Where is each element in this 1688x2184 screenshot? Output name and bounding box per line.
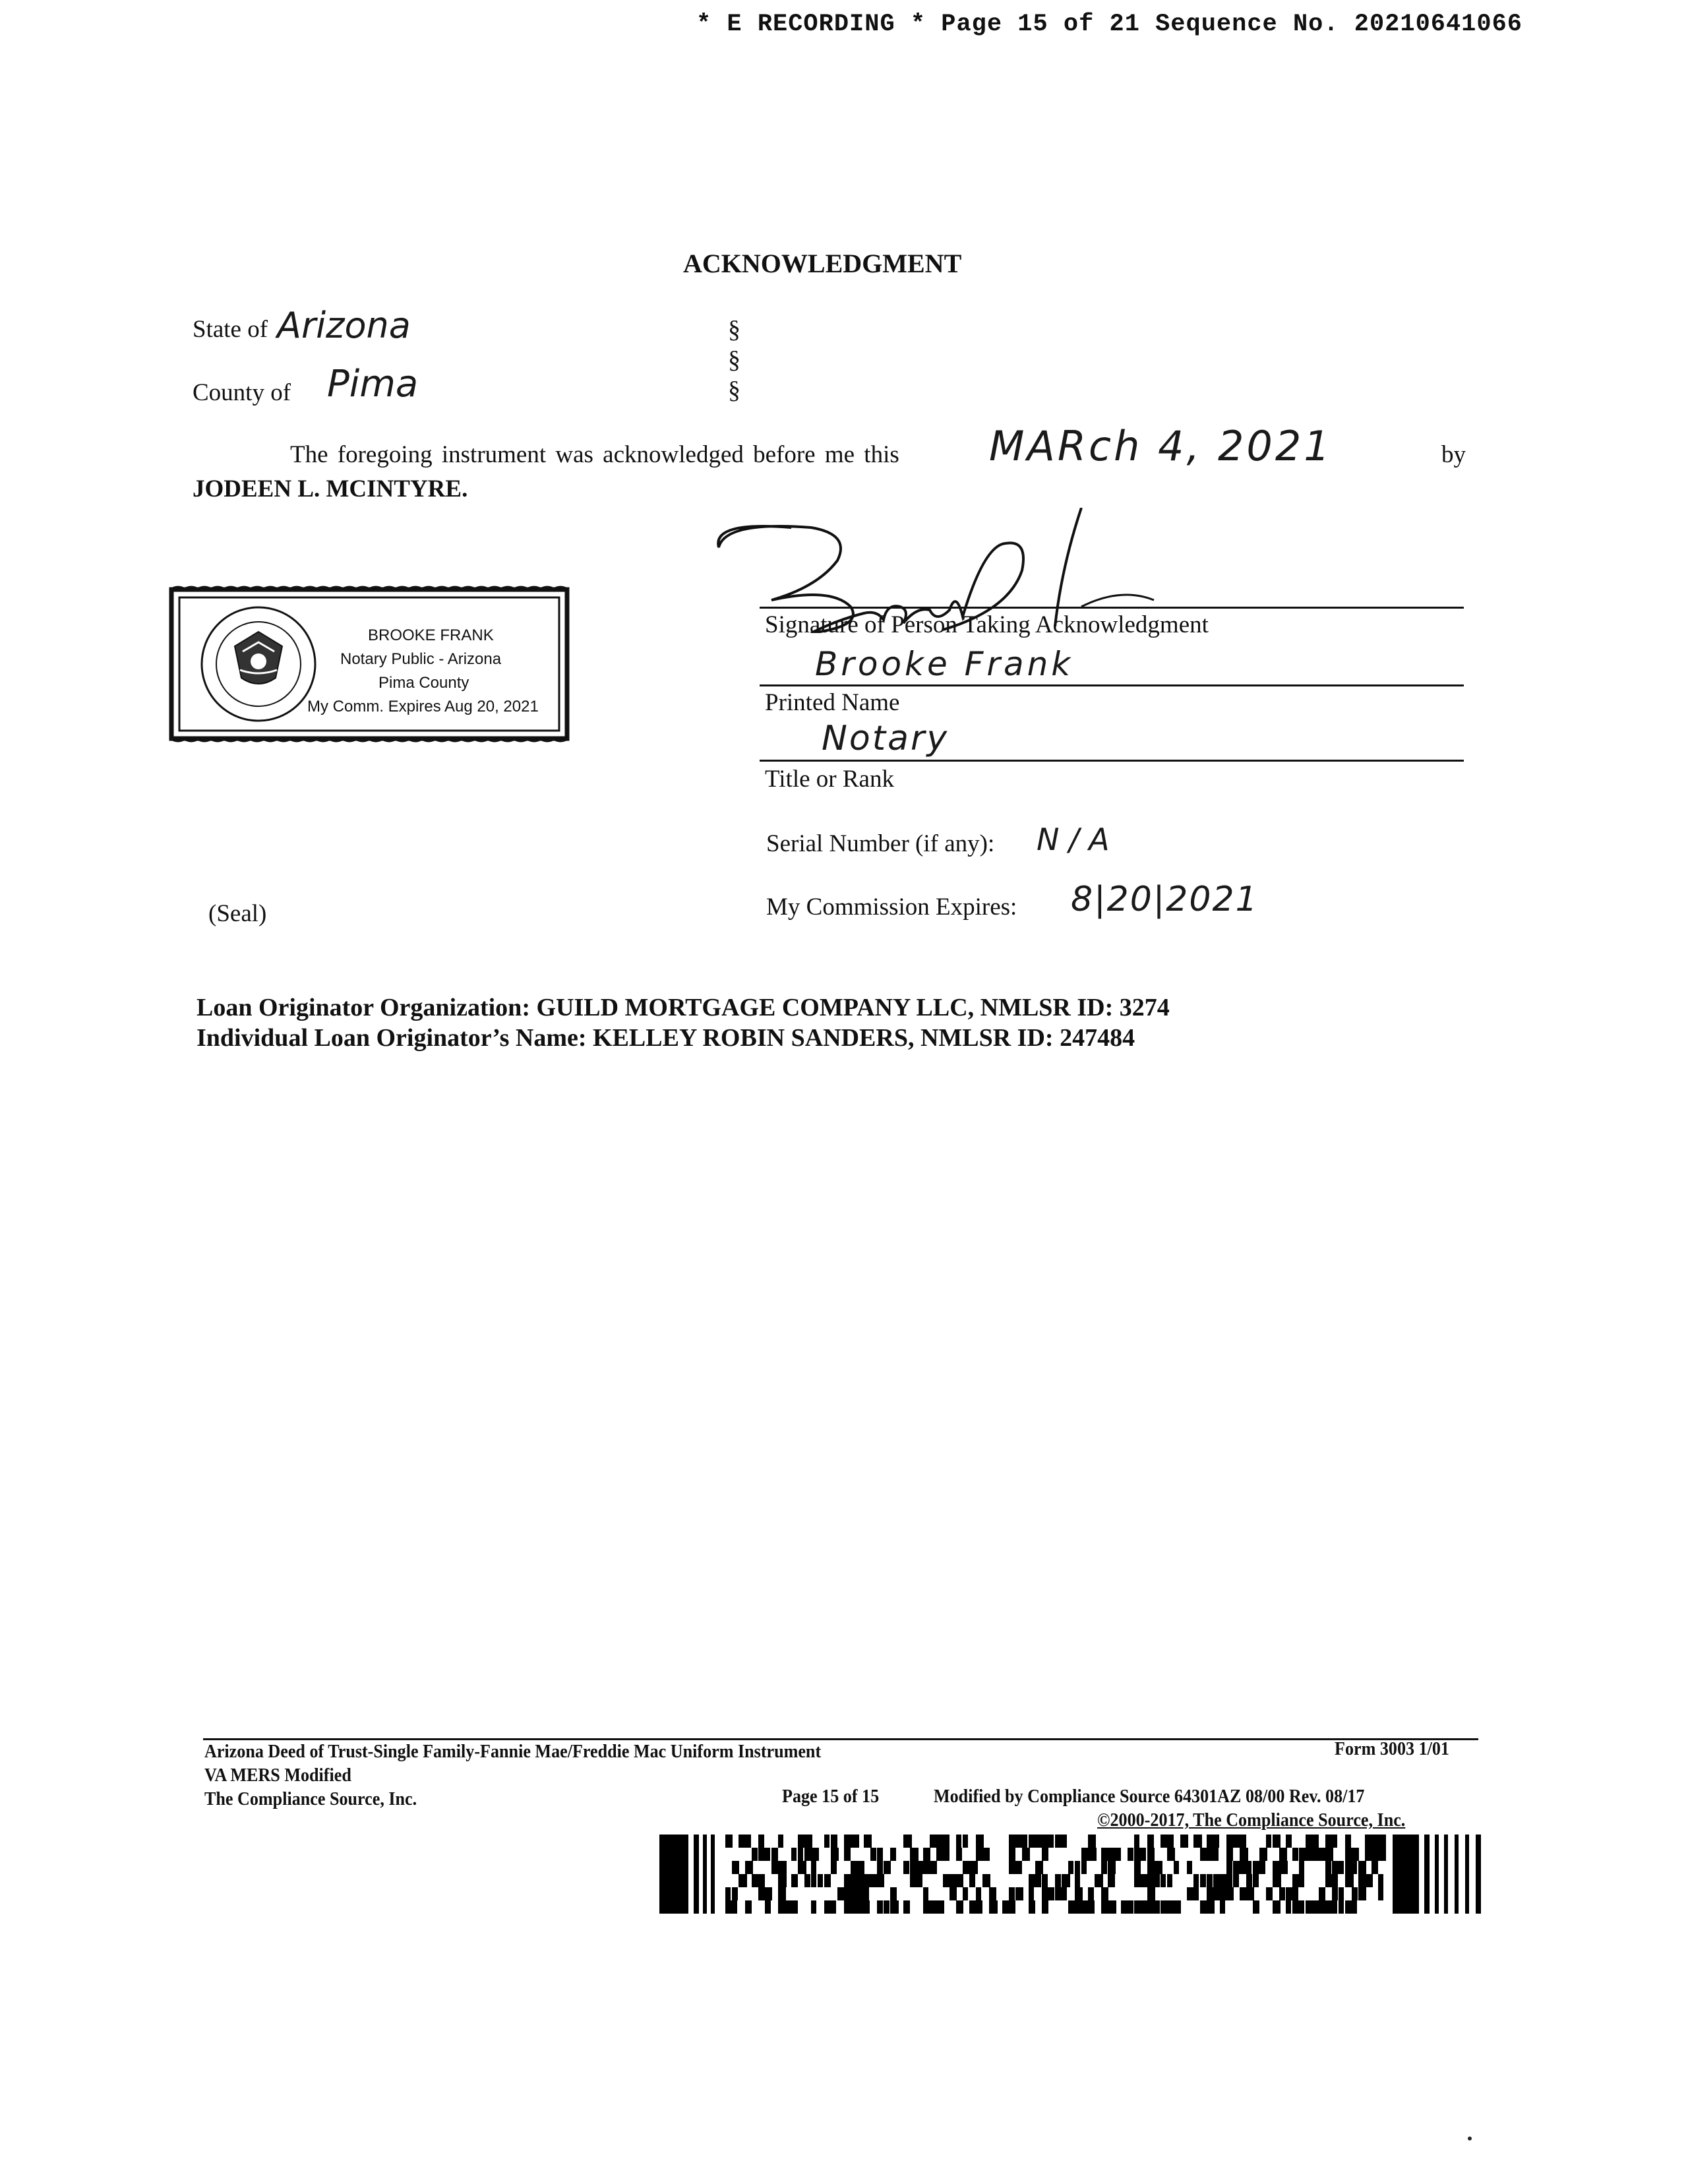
footer-form-title: Arizona Deed of Trust-Single Family-Fannie Mae/Freddie Mac Uniform Instrument [204,1741,822,1762]
scan-speck [1468,2137,1472,2140]
footer-page: Page 15 of 15 [782,1786,880,1807]
section-mark: § [728,377,740,404]
state-label: State of [193,316,268,343]
individual-loan-originator-label: Individual Loan Originator’s Name: [196,1024,587,1052]
title-handwritten: Notary [822,719,950,758]
footer-company: The Compliance Source, Inc. [204,1788,417,1809]
serial-number-label: Serial Number (if any): [766,830,995,857]
footer-modified: Modified by Compliance Source 64301AZ 08/00 Rev. 08/17 [934,1786,1365,1807]
signature-label: Signature of Person Taking Acknowledgment [765,611,1209,638]
footer-form-number: Form 3003 1/01 [1335,1738,1449,1759]
individual-loan-originator-value: KELLEY ROBIN SANDERS, NMLSR ID: 247484 [593,1024,1135,1052]
loan-originator-org-value: GUILD MORTGAGE COMPANY LLC, NMLSR ID: 3274 [536,994,1170,1021]
state-handwritten: Arizona [277,305,411,346]
printed-name-label: Printed Name [765,689,900,716]
county-handwritten: Pima [327,363,419,406]
footer-va-mers: VA MERS Modified [204,1765,351,1786]
title-line [760,760,1464,762]
footer-copyright: ©2000-2017, The Compliance Source, Inc. [1097,1809,1406,1831]
document-title: ACKNOWLEDGMENT [683,249,962,278]
commission-expires-label: My Commission Expires: [766,894,1017,921]
recording-header: * E RECORDING * Page 15 of 21 Sequence No. 20210641066 [696,11,1522,38]
acknowledgment-date-handwritten: MARch 4, 2021 [989,422,1333,470]
signature-line [760,607,1464,609]
stamp-expiration: My Comm. Expires Aug 20, 2021 [307,698,539,715]
commission-expires-handwritten: 8|20|2021 [1071,880,1259,919]
loan-originator-org-label: Loan Originator Organization: [196,994,530,1021]
county-label: County of [193,379,291,406]
serial-number-handwritten: N / A [1037,822,1110,857]
footer-rule [203,1738,1478,1740]
title-label: Title or Rank [765,766,894,793]
seal-label: (Seal) [208,900,267,927]
loan-originator-org [196,993,1170,1022]
barcode [659,1835,1484,1914]
section-mark: § [728,316,740,344]
printed-name-line [760,684,1464,686]
notary-stamp [169,586,571,743]
stamp-county: Pima County [378,674,469,692]
state-seal-icon [202,607,315,721]
printed-name-handwritten: Brooke Frank [815,645,1074,683]
signer-name: JODEEN L. MCINTYRE. [193,475,468,502]
acknowledgment-intro: The foregoing instrument was acknowledged before me this [290,441,899,468]
section-mark: § [728,346,740,374]
stamp-notary-title: Notary Public - Arizona [340,650,502,668]
stamp-notary-name: BROOKE FRANK [368,626,494,644]
acknowledgment-by: by [1441,441,1466,468]
individual-loan-originator [196,1023,1135,1052]
